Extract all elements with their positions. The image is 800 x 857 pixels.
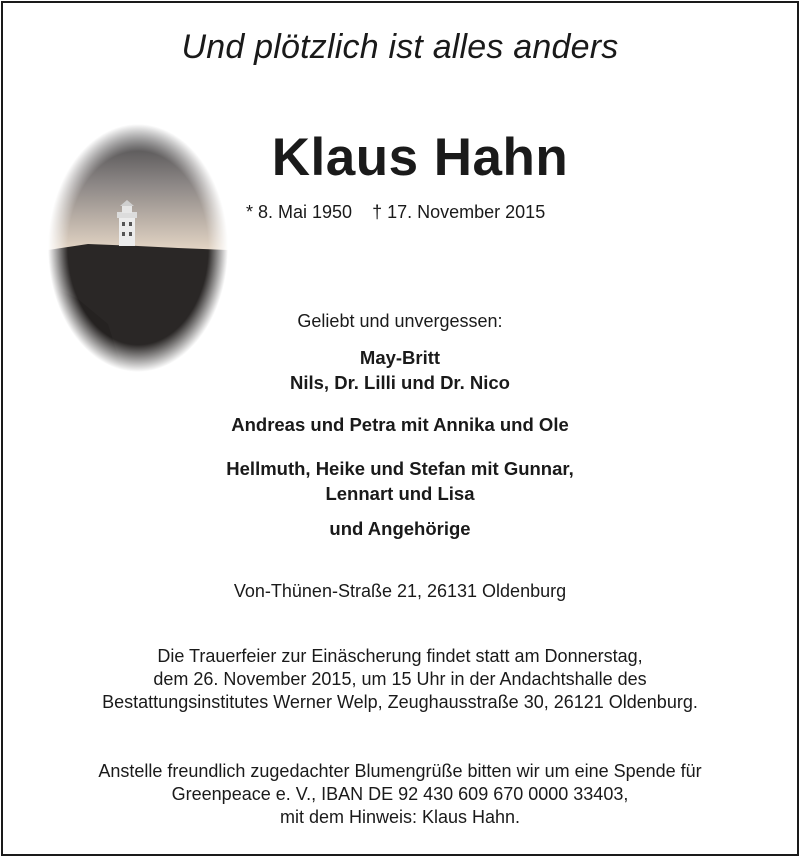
memorial-photo [48,124,228,372]
life-dates [246,202,606,223]
mourner-line: May-Britt [359,347,441,368]
deceased-name: Klaus Hahn [271,128,569,187]
mourners-intro: Geliebt und unvergessen: [297,311,503,331]
donation-line: Greenpeace e. V., IBAN DE 92 430 609 670 0000 33403, [171,784,629,804]
mourners-group-4 [0,516,800,541]
ceremony-line: Die Trauerfeier zur Einäscherung findet statt am Donnerstag, [157,646,643,666]
donation-info [0,760,800,829]
mourner-line: Lennart und Lisa [325,483,475,504]
address: Von-Thünen-Straße 21, 26131 Oldenburg [233,581,567,601]
mourner-line: Hellmuth, Heike und Stefan mit Gunnar, [226,458,574,479]
sky [48,124,228,254]
donation-line: mit dem Hinweis: Klaus Hahn. [279,807,521,827]
mourners-group-3 [0,456,800,506]
mourner-line: Andreas und Petra mit Annika und Ole [231,414,569,435]
mourner-line: und Angehörige [329,518,471,539]
mourners-group-2 [0,412,800,437]
ceremony-line: dem 26. November 2015, um 15 Uhr in der Andachtshalle des [153,669,647,689]
birth-date: * 8. Mai 1950 [246,202,353,222]
motto: Und plötzlich ist alles anders [181,28,619,66]
mourner-line: Nils, Dr. Lilli und Dr. Nico [290,372,510,393]
donation-line: Anstelle freundlich zugedachter Blumengrüße bitten wir um eine Spende für [98,761,702,781]
mourners-group-1 [0,345,800,395]
ceremony-line: Bestattungsinstitutes Werner Welp, Zeughausstraße 30, 26121 Oldenburg. [102,692,698,712]
ceremony-info [0,645,800,714]
death-date: † 17. November 2015 [372,202,546,222]
